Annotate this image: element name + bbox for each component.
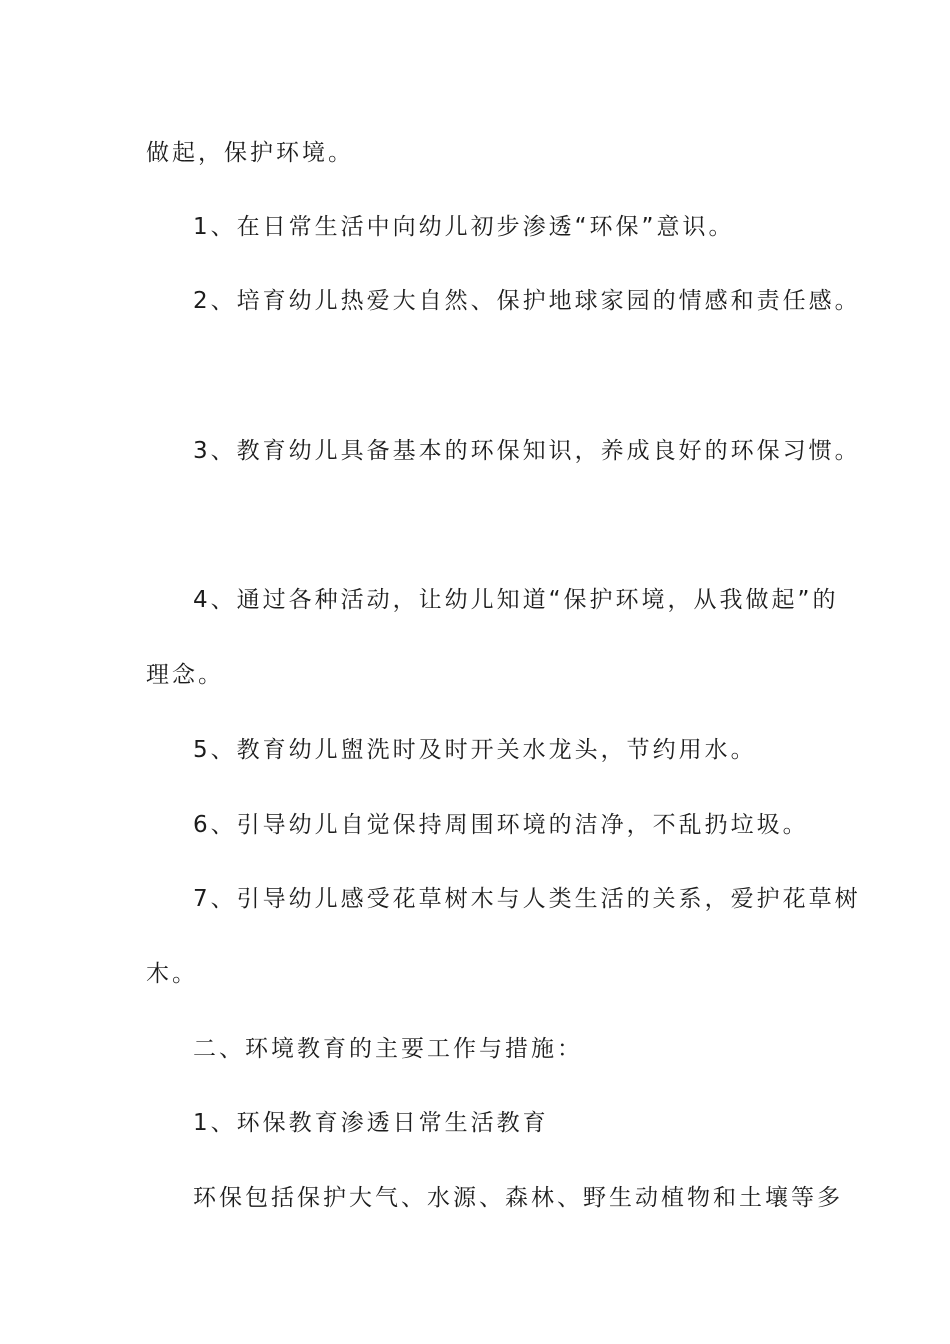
text-line-item-4-cont: 理念。	[146, 662, 224, 688]
text-line-item-4: 4、通过各种活动，让幼儿知道“保护环境，从我做起”的	[193, 587, 839, 613]
text-line-item-3: 3、教育幼儿具备基本的环保知识，养成良好的环保习惯。	[193, 438, 861, 464]
section-heading: 二、环境教育的主要工作与措施：	[193, 1036, 583, 1062]
subsection-heading: 1、环保教育渗透日常生活教育	[193, 1110, 549, 1136]
text-line-item-1: 1、在日常生活中向幼儿初步渗透“环保”意识。	[193, 214, 735, 240]
body-paragraph-line: 环保包括保护大气、水源、森林、野生动植物和土壤等多	[193, 1185, 843, 1211]
text-line-item-2: 2、培育幼儿热爱大自然、保护地球家园的情感和责任感。	[193, 288, 861, 314]
text-line-continuation: 做起，保护环境。	[146, 140, 354, 166]
text-line-item-5: 5、教育幼儿盥洗时及时开关水龙头，节约用水。	[193, 737, 757, 763]
text-line-item-7-cont: 木。	[146, 961, 198, 987]
text-line-item-7: 7、引导幼儿感受花草树木与人类生活的关系，爱护花草树	[193, 886, 861, 912]
text-line-item-6: 6、引导幼儿自觉保持周围环境的洁净，不乱扔垃圾。	[193, 812, 809, 838]
